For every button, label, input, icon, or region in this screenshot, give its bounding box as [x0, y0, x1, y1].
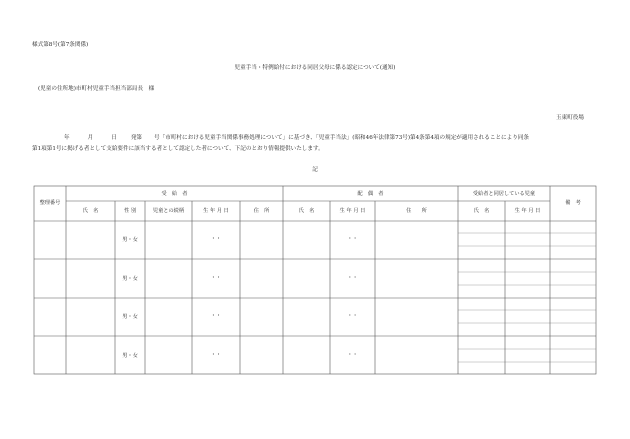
ki-heading: 記 [312, 167, 318, 173]
group-children: 受給者と同居している児童 [472, 191, 536, 197]
col-spouse-address: 住 所 [406, 208, 427, 214]
col-recipient-name: 氏 名 [82, 208, 99, 214]
sender: 玉東町役場 [556, 115, 584, 121]
month-label: 月 [87, 135, 94, 141]
document-title: 児童手当・特例給付における同居父母に係る認定について(通知) [234, 65, 396, 71]
row-3-dob: ・・ [210, 313, 222, 319]
row-1-dob: ・・ [210, 236, 222, 242]
body-line-1-text: 号「市町村における児童手当関係事務処理について」に基づき、「児童手当法」(昭和46年法律第73号)第4条第4項の規定が適用されることにより同条 [154, 135, 530, 141]
col-spouse-dob: 生 年 月 日 [339, 208, 366, 214]
row-2-spouse-dob: ・・ [347, 275, 358, 281]
col-recipient-address: 住 所 [253, 208, 270, 214]
group-spouse: 配 偶 者 [357, 191, 384, 197]
col-reference-number: 整理番号 [39, 200, 61, 206]
col-child-name: 氏 名 [473, 208, 490, 214]
form-number: 様式第8号(第7条関係) [32, 42, 89, 48]
body-line-2: 第1項第1号に掲げる者として支給要件に該当する者として認定した者について、下記のとおり情報提供いたします。 [32, 146, 324, 152]
row-2-dob: ・・ [210, 275, 222, 281]
day-label: 日 [111, 135, 117, 141]
group-recipient: 受 給 者 [161, 191, 188, 197]
row-2-sex: 男・女 [122, 276, 138, 282]
row-1-spouse-dob: ・・ [347, 236, 358, 242]
row-1-sex: 男・女 [122, 237, 138, 243]
col-recipient-dob: 生 年 月 日 [203, 208, 229, 214]
col-remarks: 備 考 [565, 200, 581, 206]
year-label: 年 [64, 135, 70, 141]
row-4-dob: ・・ [210, 352, 222, 358]
row-4-spouse-dob: ・・ [347, 352, 358, 358]
row-4-sex: 男・女 [122, 353, 138, 359]
col-recipient-sex: 性 別 [123, 208, 137, 214]
row-3-spouse-dob: ・・ [347, 313, 358, 319]
col-recipient-relation: 児童との続柄 [152, 208, 185, 214]
col-spouse-name: 氏 名 [298, 208, 315, 214]
issue-number-label: 発第 [130, 135, 143, 141]
row-3-sex: 男・女 [122, 314, 138, 320]
addressee: (児童の住所地)市町村児童手当担当部局長 様 [38, 86, 155, 92]
col-child-dob: 生 年 月 日 [514, 208, 541, 214]
